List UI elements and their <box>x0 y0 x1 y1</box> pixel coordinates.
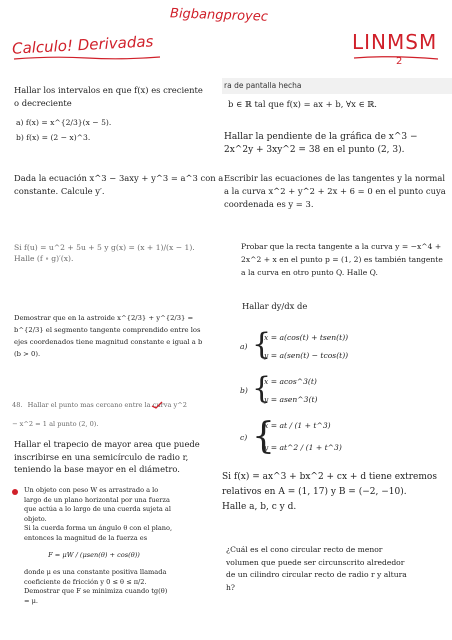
equation-x: x = at / (1 + t^3) <box>264 421 331 430</box>
brace-icon: { <box>252 327 272 362</box>
right-problem-parametric <box>240 300 442 457</box>
problem-text: Un objeto con peso W es arrastrado a lo largo de un plano horizontal por una fuerza que actúa a lo largo de una cuerda sujeta al objeto. Si la cuerda forma un ángulo θ con el plano, entonces la magnitud de la fuerza es <box>24 486 173 542</box>
screenshot-notification-bar <box>222 78 452 94</box>
brace-icon: { <box>252 416 275 457</box>
equation-y: y = a(sen(t) − tcos(t)) <box>264 351 349 360</box>
item-label: c) <box>240 433 248 442</box>
right-problem-cone: ¿Cuál es el cono circular recto de menor volumen que puede ser circunscrito alrededor de un cilindro circular recto de radio r y altura h? <box>226 545 407 592</box>
problem-formula: F = μW / (μsen(θ) + cos(θ)) <box>48 551 140 559</box>
item-label: a) <box>240 342 248 351</box>
left-problem-implicit: Dada la ecuación x^3 − 3axy + y^3 = a^3 con a constante. Calcule y′. <box>14 173 224 196</box>
equation-x: x = a(cos(t) + tsen(t)) <box>264 333 349 342</box>
left-problem-trapezoid: Hallar el trapecio de mayor area que puede inscribirse en una semicírculo de radio r, teniendo la base mayor en el diámetro. <box>14 439 200 474</box>
right-problem-extrema: Si f(x) = ax^3 + bx^2 + cx + d tiene extremos relativos en A = (1, 17) y B = (−2, −10). Halle a, b, c y d. <box>222 472 437 512</box>
parametric-item-b <box>240 372 440 412</box>
problem-intro: Hallar dy/dx de <box>242 301 308 311</box>
problem-text: Hallar los intervalos en que f(x) es creciente o decreciente <box>14 85 203 108</box>
red-bullet-icon <box>12 489 18 495</box>
problem-text: Hallar el punto mas cercano entre la curva y^2 − x^2 = 1 al punto (2, 0). <box>12 401 187 428</box>
signature-underline <box>352 54 442 62</box>
signature-subscript: 2 <box>396 56 403 67</box>
title-handwriting: Calculo! Derivadas <box>11 32 154 58</box>
left-problem-composition: Si f(u) = u^2 + 5u + 5 y g(x) = (x + 1)/(x − 1). Halle (f ∘ g)′(x). <box>14 243 195 263</box>
right-problem-linear: b ∈ ℝ tal que f(x) = ax + b, ∀x ∈ ℝ. <box>228 99 377 109</box>
left-problem-intervals <box>14 84 204 143</box>
problem-text-continued: donde μ es una constante positiva llamada coeficiente de fricción y 0 ≤ θ ≤ π/2. Demostrar que F se minimiza cuando tg(θ) = μ. <box>24 568 168 605</box>
problem-item-b: b) f(x) = (2 − x)^3. <box>16 133 91 142</box>
item-label: b) <box>240 386 248 395</box>
right-problem-slope: Hallar la pendiente de la gráfica de x^3 − 2x^2y + 3xy^2 = 38 en el punto (2, 3). <box>224 132 418 155</box>
problem-item-a: a) f(x) = x^{2/3}(x − 5). <box>16 118 112 127</box>
equation-y: y = asen^3(t) <box>264 395 318 404</box>
left-problem-astroid: Demostrar que en la astroide x^{2/3} + y^{2/3} = b^{2/3} el segmento tangente comprendido entre los ejes coordenados tiene magnitud constante e igual a b (b > 0). <box>14 314 203 358</box>
brand-handwriting: Bigbangproyec <box>169 6 269 25</box>
problem-number: 48. <box>12 401 23 409</box>
parametric-item-a <box>240 328 440 368</box>
parametric-item-c <box>240 416 440 462</box>
right-problem-tangent-normal: Escribir las ecuaciones de las tangentes y la normal a la curva x^2 + y^2 + 2x + 6 = 0 en el punto cuya coordenada es y = 3. <box>224 173 446 209</box>
equation-x: x = acos^3(t) <box>264 377 317 386</box>
left-problem-friction <box>14 486 174 606</box>
brace-icon: { <box>252 371 272 406</box>
equation-y: y = at^2 / (1 + t^3) <box>264 443 342 452</box>
red-check-mark <box>150 400 164 410</box>
right-problem-tangent-line: Probar que la recta tangente a la curva y = −x^4 + 2x^2 + x en el punto p = (1, 2) es también tangente a la curva en otro punto Q. Halle Q. <box>241 242 443 277</box>
title-underline <box>12 54 162 62</box>
signature-handwriting: LINMSM <box>352 30 438 54</box>
left-problem-closest-point <box>12 392 187 430</box>
notification-text: ra de pantalla hecha <box>224 81 302 90</box>
